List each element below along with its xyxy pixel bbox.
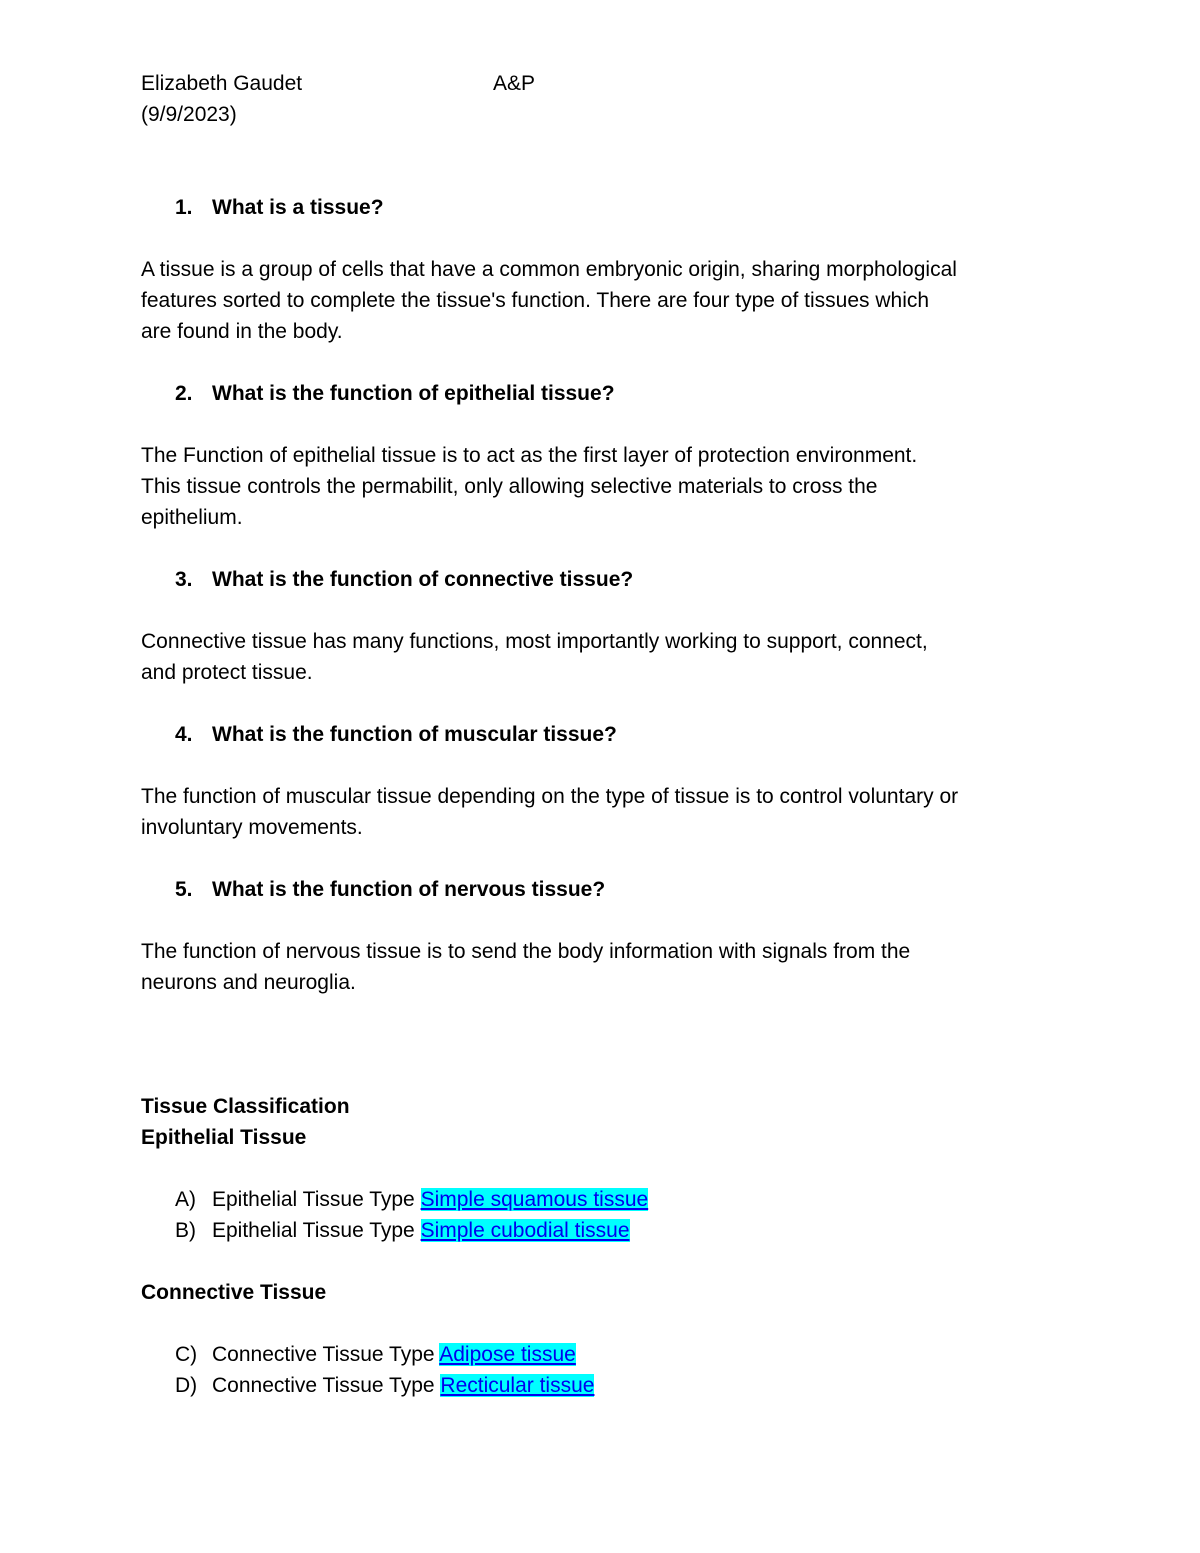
question-text: What is the function of connective tissue? <box>212 568 634 591</box>
answer-line: and protect tissue. <box>141 661 313 684</box>
list-item <box>141 1215 1071 1246</box>
list-item <box>141 1339 1071 1370</box>
item-label: Epithelial Tissue Type <box>212 1219 421 1242</box>
answer-3 <box>141 626 1071 688</box>
course-name: A&P <box>493 72 536 95</box>
document-page <box>141 68 1071 1401</box>
question-4 <box>141 719 1071 750</box>
list-marker: C) <box>175 1343 198 1366</box>
question-number: 3. <box>175 568 193 591</box>
item-label: Connective Tissue Type <box>212 1374 441 1397</box>
item-label: Connective Tissue Type <box>212 1343 440 1366</box>
question-text: What is a tissue? <box>212 196 384 219</box>
answer-2 <box>141 440 1071 533</box>
list-item <box>141 1184 1071 1215</box>
answer-line: involuntary movements. <box>141 816 363 839</box>
date: (9/9/2023) <box>141 103 237 126</box>
list-marker: A) <box>175 1188 196 1211</box>
answer-line: The Function of epithelial tissue is to act as the first layer of protection environment. <box>141 444 918 467</box>
answer-line: Connective tissue has many functions, most importantly working to support, connect, <box>141 630 928 653</box>
answer-line: epithelium. <box>141 506 243 529</box>
answer-line: This tissue controls the permabilit, only allowing selective materials to cross the <box>141 475 878 498</box>
item-label: Epithelial Tissue Type <box>212 1188 421 1211</box>
answer-line: are found in the body. <box>141 320 343 343</box>
answer-line: The function of nervous tissue is to send the body information with signals from the <box>141 940 911 963</box>
question-text: What is the function of epithelial tissue? <box>212 382 615 405</box>
answer-4 <box>141 781 1071 843</box>
question-3 <box>141 564 1071 595</box>
connective-heading: Connective Tissue <box>141 1281 327 1304</box>
tissue-link[interactable]: Simple squamous tissue <box>420 1188 649 1211</box>
question-number: 5. <box>175 878 193 901</box>
question-text: What is the function of nervous tissue? <box>212 878 606 901</box>
tissue-link[interactable]: Recticular tissue <box>440 1374 595 1397</box>
answer-5 <box>141 936 1071 998</box>
question-2 <box>141 378 1071 409</box>
tissue-link[interactable]: Adipose tissue <box>439 1343 576 1366</box>
question-1 <box>141 192 1071 223</box>
author-name: Elizabeth Gaudet <box>141 72 303 95</box>
list-marker: B) <box>175 1219 196 1242</box>
answer-1 <box>141 254 1071 347</box>
header-row <box>141 68 1071 99</box>
answer-line: A tissue is a group of cells that have a common embryonic origin, sharing morphological <box>141 258 957 281</box>
question-number: 1. <box>175 196 193 219</box>
question-number: 2. <box>175 382 193 405</box>
question-number: 4. <box>175 723 193 746</box>
answer-line: neurons and neuroglia. <box>141 971 356 994</box>
list-item <box>141 1370 1071 1401</box>
answer-line: features sorted to complete the tissue's function. There are four type of tissues which <box>141 289 930 312</box>
answer-line: The function of muscular tissue depending on the type of tissue is to control voluntary or <box>141 785 959 808</box>
epithelial-heading: Epithelial Tissue <box>141 1126 307 1149</box>
question-5 <box>141 874 1071 905</box>
classification-title: Tissue Classification <box>141 1095 350 1118</box>
question-text: What is the function of muscular tissue? <box>212 723 617 746</box>
tissue-link[interactable]: Simple cubodial tissue <box>420 1219 630 1242</box>
list-marker: D) <box>175 1374 198 1397</box>
